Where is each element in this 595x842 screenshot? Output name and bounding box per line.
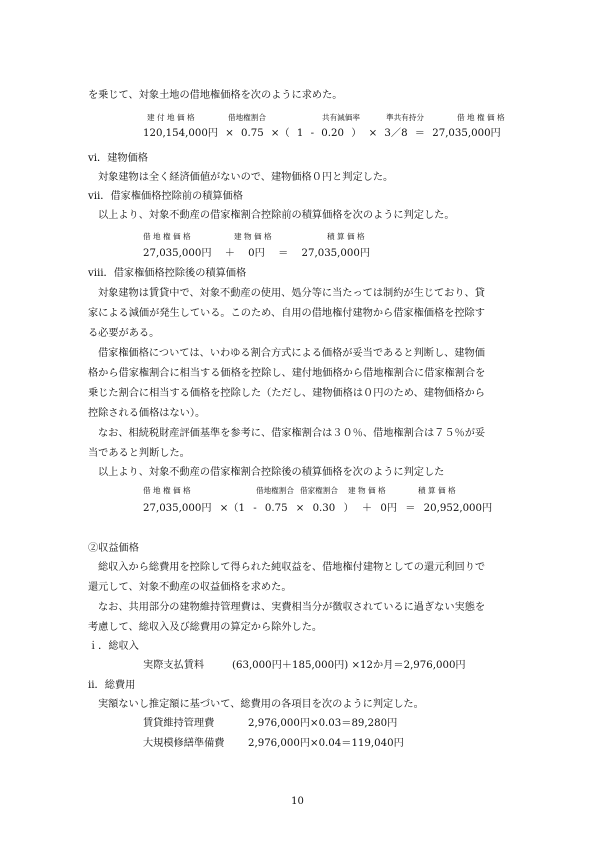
viii-paragraph2-line4: 控除される価格はない）。 [88,408,206,419]
income-paragraph1-line2: 還元して、対象不動産の収益価格を求めた。 [88,582,292,593]
viii-paragraph3-line1: なお、相続税財産評価基準を参考に、借家権割合は３０％、借地権割合は７５％が妥 [98,428,486,439]
section-vi-text: 対象建物は全く経済価値がないので、建物価格０円と判定した。 [98,172,394,183]
income-paragraph1-line1: 総収入から総費用を控除して得られた純収益を、借地権付建物としての還元利回りで [98,562,486,573]
formula1-header-1: 建 付 地 価 格 [147,113,195,122]
viii-paragraph3-line2: 当であると判断した。 [88,448,190,459]
formula3-header-2: 借地権割合 [256,486,294,495]
formula3-header-1: 借 地 権 価 格 [143,486,191,495]
total-cost-title: ⅱ．総費用 [88,680,136,691]
formula3-expression: 27,035,000円 ×（1 - 0.75 × 0.30 ） ＋ 0円 ＝ 20,952,000円 [143,503,493,514]
viii-paragraph2-line2: 格から借家権割合に相当する価格を控除し、建付地価格から借地権割合に借家権割合を [88,368,486,379]
page-number: 10 [291,796,304,807]
formula3-header-5: 積 算 価 格 [418,486,456,495]
total-cost-text: 実額ないし推定額に基づいて、総費用の各項目を次のように判定した。 [98,699,424,710]
repair-reserve-calculation: 2,976,000円×0.04＝119,040円 [248,738,404,749]
viii-paragraph1-line1: 対象建物は賃貸中で、対象不動産の使用、処分等に当たっては制約が生じており、貸 [98,288,485,299]
viii-paragraph2-line1: 借家権価格については、いわゆる割合方式による価格が妥当であると判断し、建物価 [98,348,485,359]
gross-income-title: ｉ．総収入 [88,641,139,652]
viii-paragraph1-line3: る必要がある。 [88,328,160,339]
formula2-header-3: 積 算 価 格 [327,232,365,241]
section-viii-title: ⅷ．借家権価格控除後の積算価格 [88,268,247,279]
formula1-header-5: 借 地 権 価 格 [457,113,505,122]
income-section-title: ②収益価格 [88,543,139,554]
section-vii-title: ⅶ．借家権価格控除前の積算価格 [88,191,243,202]
income-paragraph2-line2: 考慮して、総収入及び総費用の算定から除外した。 [88,622,323,633]
viii-paragraph1-line2: 家による減価が発生している。このため、自用の借地権付建物から借家権価格を控除す [88,308,485,319]
section-vi-title: ⅵ．建物価格 [88,153,148,164]
maintenance-cost-calculation: 2,976,000円×0.03＝89,280円 [248,718,398,729]
formula1-expression: 120,154,000円 × 0.75 ×（ 1 - 0.20 ） × 3／8 ＝ 27,035,000円 [143,128,501,139]
maintenance-cost-label: 賃貸維持管理費 [143,718,215,729]
formula2-expression: 27,035,000円 ＋ 0円 ＝ 27,035,000円 [143,248,371,259]
intro-text: を乗じて、対象土地の借地権価格を次のように求めた。 [88,90,343,101]
formula2-header-2: 建 物 価 格 [234,232,272,241]
viii-paragraph4: 以上より、対象不動産の借家権割合控除後の積算価格を次のように判定した [98,467,445,478]
formula1-header-3: 共有減価率 [322,113,360,122]
formula3-header-4: 建 物 価 格 [348,486,386,495]
income-paragraph2-line1: なお、共用部分の建物維持管理費は、実費相当分が徴収されているに過ぎない実態を [98,602,486,613]
formula1-header-4: 準共有持分 [386,113,424,122]
formula2-header-1: 借 地 権 価 格 [143,232,191,241]
repair-reserve-label: 大規模修繕準備費 [143,738,225,749]
actual-rent-label: 実際支払賃料 [143,660,205,671]
formula1-header-2: 借地権割合 [228,113,266,122]
actual-rent-calculation: (63,000円＋185,000円) ×12か月＝2,976,000円 [232,660,466,671]
formula3-header-3: 借家権割合 [300,486,338,495]
section-vii-text: 以上より、対象不動産の借家権割合控除前の積算価格を次のように判定した。 [98,210,455,221]
viii-paragraph2-line3: 乗じた割合に相当する価格を控除した（ただし、建物価格は０円のため、建物価格から [88,388,485,399]
